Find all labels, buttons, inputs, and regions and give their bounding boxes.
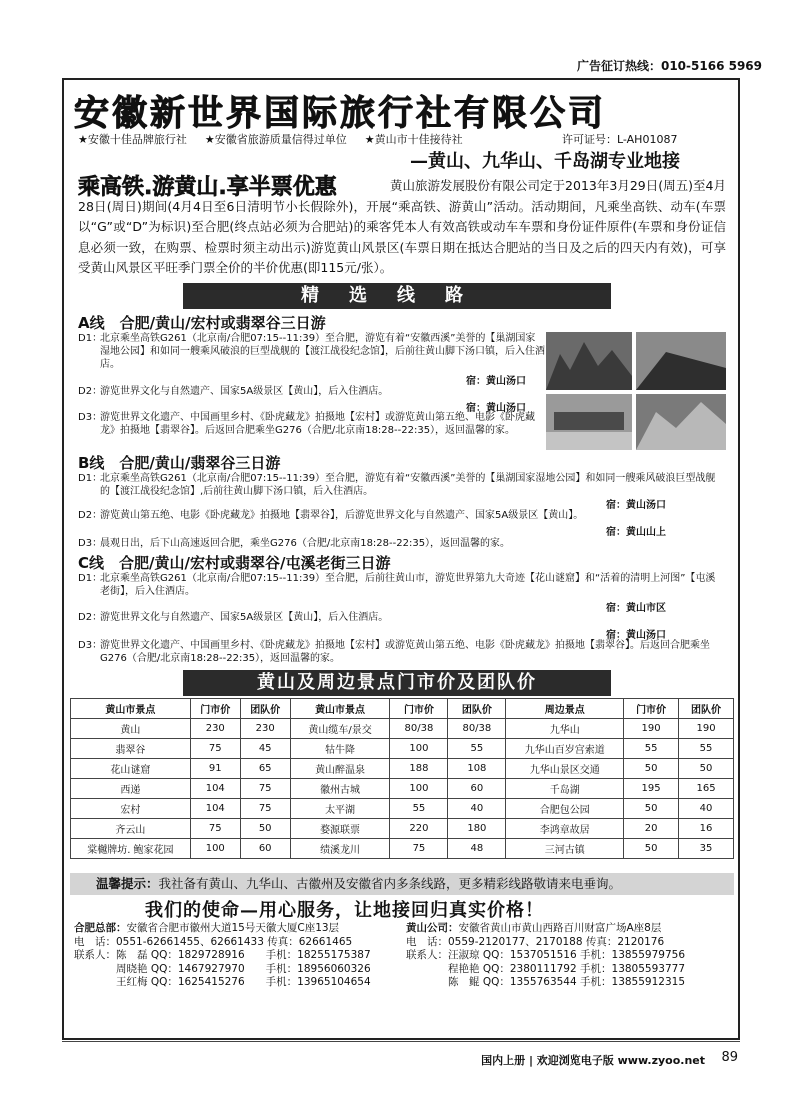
route-b-day1-stay: 宿：黄山汤口 bbox=[606, 500, 666, 511]
day-label: D1： bbox=[78, 333, 103, 344]
table-header-row bbox=[71, 699, 734, 719]
table-cell: 55 bbox=[390, 799, 448, 819]
table-row bbox=[71, 739, 734, 759]
table-cell: 230 bbox=[190, 719, 240, 739]
day-label: D2： bbox=[78, 386, 103, 397]
table-cell: 40 bbox=[679, 799, 734, 819]
column-header: 黄山市景点 bbox=[290, 699, 390, 719]
route-a-day1 bbox=[78, 332, 548, 371]
company-title: 安徽新世界国际旅行社有限公司 bbox=[74, 93, 607, 134]
mission-statement: 我们的使命—用心服务，让地接回归真实价格！ bbox=[145, 900, 544, 921]
table-cell: 75 bbox=[240, 779, 290, 799]
route-c-day1-stay: 宿：黄山市区 bbox=[606, 603, 666, 614]
table-cell: 60 bbox=[448, 779, 506, 799]
scenery-photos bbox=[546, 332, 726, 450]
route-b-day3 bbox=[78, 537, 728, 550]
table-row bbox=[71, 719, 734, 739]
table-cell: 80/38 bbox=[448, 719, 506, 739]
table-cell: 220 bbox=[390, 819, 448, 839]
table-cell: 徽州古城 bbox=[290, 779, 390, 799]
table-row bbox=[71, 819, 734, 839]
table-cell: 100 bbox=[390, 779, 448, 799]
day-text: 北京乘坐高铁G261（北京南/合肥07:15--11:39）至合肥，后前往黄山市，游览世界第九大奇迹【花山谜窟】和“活着的清明上河图”【屯溪老街】，后入住酒店。 bbox=[100, 573, 716, 597]
route-a-title: A线 合肥/黄山/宏村或翡翠谷三日游 bbox=[78, 314, 326, 332]
table-cell: 55 bbox=[624, 739, 679, 759]
column-header: 周边景点 bbox=[506, 699, 624, 719]
route-b-day2 bbox=[78, 509, 728, 522]
table-cell: 花山谜窟 bbox=[71, 759, 191, 779]
table-cell: 李鸿章故居 bbox=[506, 819, 624, 839]
table-cell: 100 bbox=[190, 839, 240, 859]
table-cell: 50 bbox=[679, 759, 734, 779]
table-cell: 40 bbox=[448, 799, 506, 819]
day-text: 游览世界文化遗产、中国画里乡村、《卧虎藏龙》拍摄地【宏村】或游览黄山第五绝、电影《卧虎藏龙》拍摄地【翡翠谷】。后返回合肥乘坐G276（合肥/北京南18:28--22:35），返回温馨的家。 bbox=[100, 640, 710, 664]
day-text: 晨观日出，后下山高速返回合肥，乘坐G276（合肥/北京南18:28--22:35），返回温馨的家。 bbox=[100, 538, 511, 549]
slogan: —黄山、九华山、千岛湖专业地接 bbox=[410, 151, 680, 172]
table-cell: 55 bbox=[679, 739, 734, 759]
honor-badges bbox=[78, 131, 463, 147]
table-cell: 宏村 bbox=[71, 799, 191, 819]
huangshan-label: 黄山公司： bbox=[406, 922, 459, 934]
table-row bbox=[71, 779, 734, 799]
table-cell: 230 bbox=[240, 719, 290, 739]
table-cell: 100 bbox=[390, 739, 448, 759]
table-cell: 104 bbox=[190, 779, 240, 799]
day-text: 游览世界文化遗产、中国画里乡村、《卧虎藏龙》拍摄地【宏村】或游览黄山第五绝、电影《卧虎藏龙》拍摄地【翡翠谷】。后返回合肥乘坐G276（合肥/北京南18:28--22:35），返回温馨的家。 bbox=[100, 412, 535, 436]
routes-banner: 精选线路 bbox=[183, 283, 611, 309]
column-header: 黄山市景点 bbox=[71, 699, 191, 719]
huangshan-contact-line: 程艳艳 QQ：2380111792 手机：13805593777 bbox=[406, 962, 685, 975]
table-cell: 九华山 bbox=[506, 719, 624, 739]
table-cell: 60 bbox=[240, 839, 290, 859]
day-text: 游览世界文化与自然遗产、国家5A级景区【黄山】，后入住酒店。 bbox=[100, 612, 389, 623]
footer-divider bbox=[62, 1041, 740, 1042]
table-row bbox=[71, 799, 734, 819]
page-number: 89 bbox=[721, 1050, 738, 1065]
column-header: 门市价 bbox=[624, 699, 679, 719]
day-text: 游览黄山第五绝、电影《卧虎藏龙》拍摄地【翡翠谷】，后游览世界文化与自然遗产、国家5A级景区【黄山】。 bbox=[100, 510, 584, 521]
day-text: 游览世界文化与自然遗产、国家5A级景区【黄山】，后入住酒店。 bbox=[100, 386, 389, 397]
table-cell: 太平湖 bbox=[290, 799, 390, 819]
badge: ★安徽省旅游质量信得过单位 bbox=[204, 133, 347, 146]
tip-label: 温馨提示： bbox=[96, 876, 159, 891]
table-cell: 牯牛降 bbox=[290, 739, 390, 759]
hefei-contact-line: 王红梅 QQ：1625415276 手机：13965104654 bbox=[74, 976, 371, 988]
table-cell: 50 bbox=[624, 799, 679, 819]
day-text: 北京乘坐高铁G261（北京南/合肥07:15--11:39）至合肥，游览有着“安徽西溪”美誉的【巢湖国家湿地公园】和如同一艘乘风破浪的巨型战舰的【渡江战役纪念馆】，后前往黄山脚下汤口镇，后入住酒店。 bbox=[100, 333, 545, 370]
route-c-title: C线 合肥/黄山/宏村或翡翠谷/屯溪老街三日游 bbox=[78, 554, 391, 572]
table-cell: 188 bbox=[390, 759, 448, 779]
badge: ★黄山市十佳接待社 bbox=[364, 133, 463, 146]
promo-text: 黄山旅游发展股份有限公司定于2013年3月29日(周五)至4月28日(周日)期间(4月4日至6日清明节小长假除外)，开展“乘高铁、游黄山”活动。活动期间，凡乘坐高铁、动车(车票以“G”或“D”为标识)至合肥(终点站必须为合肥站)的乘客凭本人有效高铁或动车车票和身份证件原件(车票和身份证信息必须一致，在购票、检票时须主动出示)游览黄山风景区(车票日期在抵达合肥站的当日及之后的四天内有效)，可享受黄山风景区平旺季门票全价的半价优惠(即115元/张）。 bbox=[78, 178, 726, 275]
hefei-label: 合肥总部： bbox=[74, 922, 127, 934]
table-cell: 108 bbox=[448, 759, 506, 779]
table-cell: 九华山百岁宫索道 bbox=[506, 739, 624, 759]
table-cell: 50 bbox=[624, 839, 679, 859]
license-number: 许可证号：L-AH01087 bbox=[562, 133, 678, 146]
table-cell: 190 bbox=[679, 719, 734, 739]
day-label: D1： bbox=[78, 473, 103, 484]
route-b-day2-stay: 宿：黄山山上 bbox=[606, 527, 666, 538]
table-cell: 20 bbox=[624, 819, 679, 839]
huangshan-contact bbox=[406, 922, 736, 990]
tip-text: 我社备有黄山、九华山、古徽州及安徽省内多条线路，更多精彩线路敬请来电垂询。 bbox=[158, 876, 622, 891]
table-cell: 75 bbox=[190, 819, 240, 839]
day-label: D3： bbox=[78, 412, 103, 423]
column-header: 门市价 bbox=[390, 699, 448, 719]
table-row bbox=[71, 759, 734, 779]
day-label: D3： bbox=[78, 640, 103, 651]
hefei-contact bbox=[74, 922, 404, 990]
table-cell: 48 bbox=[448, 839, 506, 859]
table-cell: 75 bbox=[390, 839, 448, 859]
table-cell: 80/38 bbox=[390, 719, 448, 739]
table-cell: 180 bbox=[448, 819, 506, 839]
route-b-title: B线 合肥/黄山/翡翠谷三日游 bbox=[78, 454, 281, 472]
route-c-day2-stay: 宿：黄山汤口 bbox=[606, 630, 666, 641]
table-cell: 合肥包公园 bbox=[506, 799, 624, 819]
promo-headline: 乘高铁.游黄山.享半票优惠 bbox=[78, 175, 337, 200]
hefei-phone: 电 话：0551-62661455、62661433 传真：62661465 bbox=[74, 935, 353, 948]
table-cell: 195 bbox=[624, 779, 679, 799]
table-cell: 九华山景区交通 bbox=[506, 759, 624, 779]
table-cell: 55 bbox=[448, 739, 506, 759]
huangshan-contact-line: 联系人：汪淑琼 QQ：1537051516 手机：13855979756 bbox=[406, 949, 685, 961]
hefei-contact-line: 周晓艳 QQ：1467927970 手机：18956060326 bbox=[74, 962, 371, 975]
route-a-day2 bbox=[78, 385, 548, 398]
day-text: 北京乘坐高铁G261（北京南/合肥07:15--11:39）至合肥，游览有着“安徽西溪”美誉的【巢湖国家湿地公园】和如同一艘乘风破浪巨型战舰的【渡江战役纪念馆】,后前往黄山脚下汤口镇，后入住酒店。 bbox=[100, 473, 716, 497]
table-cell: 65 bbox=[240, 759, 290, 779]
table-cell: 35 bbox=[679, 839, 734, 859]
price-table bbox=[70, 698, 734, 859]
table-cell: 16 bbox=[679, 819, 734, 839]
table-cell: 绩溪龙川 bbox=[290, 839, 390, 859]
day-label: D2： bbox=[78, 612, 103, 623]
table-cell: 75 bbox=[190, 739, 240, 759]
table-cell: 婺源联票 bbox=[290, 819, 390, 839]
table-cell: 三河古镇 bbox=[506, 839, 624, 859]
day-label: D3： bbox=[78, 538, 103, 549]
prices-banner: 黄山及周边景点门市价及团队价 bbox=[183, 670, 611, 696]
badge: ★安徽十佳品牌旅行社 bbox=[78, 133, 187, 146]
table-cell: 千岛湖 bbox=[506, 779, 624, 799]
table-cell: 黄山醉温泉 bbox=[290, 759, 390, 779]
table-cell: 50 bbox=[240, 819, 290, 839]
huangshan-contact-line: 陈 鲲 QQ：1355763544 手机：13855912315 bbox=[406, 976, 685, 988]
table-cell: 齐云山 bbox=[71, 819, 191, 839]
route-a-day3 bbox=[78, 411, 548, 437]
day-label: D2： bbox=[78, 510, 103, 521]
table-cell: 50 bbox=[624, 759, 679, 779]
table-row bbox=[71, 839, 734, 859]
hefei-address: 安徽省合肥市徽州大道15号天徽大厦C座13层 bbox=[126, 922, 340, 934]
table-cell: 棠樾牌坊. 鲍家花园 bbox=[71, 839, 191, 859]
table-cell: 黄山 bbox=[71, 719, 191, 739]
huangshan-phone: 电 话：0559-2120177、2170188 传真：2120176 bbox=[406, 935, 665, 948]
table-cell: 91 bbox=[190, 759, 240, 779]
table-cell: 165 bbox=[679, 779, 734, 799]
column-header: 团队价 bbox=[240, 699, 290, 719]
route-a-day2-stay: 宿：黄山汤口 bbox=[466, 403, 526, 414]
route-b-day1 bbox=[78, 472, 728, 498]
route-c-day2 bbox=[78, 611, 728, 624]
table-cell: 翡翠谷 bbox=[71, 739, 191, 759]
column-header: 门市价 bbox=[190, 699, 240, 719]
table-cell: 黄山缆车/景交 bbox=[290, 719, 390, 739]
table-cell: 190 bbox=[624, 719, 679, 739]
route-c-day3 bbox=[78, 639, 728, 665]
footer-text: 国内上册 | 欢迎浏览电子版 www.zyoo.net bbox=[481, 1054, 705, 1067]
route-c-day1 bbox=[78, 572, 728, 598]
table-cell: 45 bbox=[240, 739, 290, 759]
table-cell: 104 bbox=[190, 799, 240, 819]
route-a-day1-stay: 宿：黄山汤口 bbox=[466, 376, 526, 387]
tip-bar bbox=[70, 873, 734, 895]
column-header: 团队价 bbox=[679, 699, 734, 719]
hefei-contact-line: 联系人：陈 磊 QQ：1829728916 手机：18255175387 bbox=[74, 949, 371, 961]
huangshan-address: 安徽省黄山市黄山西路百川财富广场A座8层 bbox=[458, 922, 662, 934]
column-header: 团队价 bbox=[448, 699, 506, 719]
ad-hotline: 广告征订热线：010-5166 5969 bbox=[576, 59, 762, 73]
table-cell: 75 bbox=[240, 799, 290, 819]
table-cell: 西递 bbox=[71, 779, 191, 799]
day-label: D1： bbox=[78, 573, 103, 584]
